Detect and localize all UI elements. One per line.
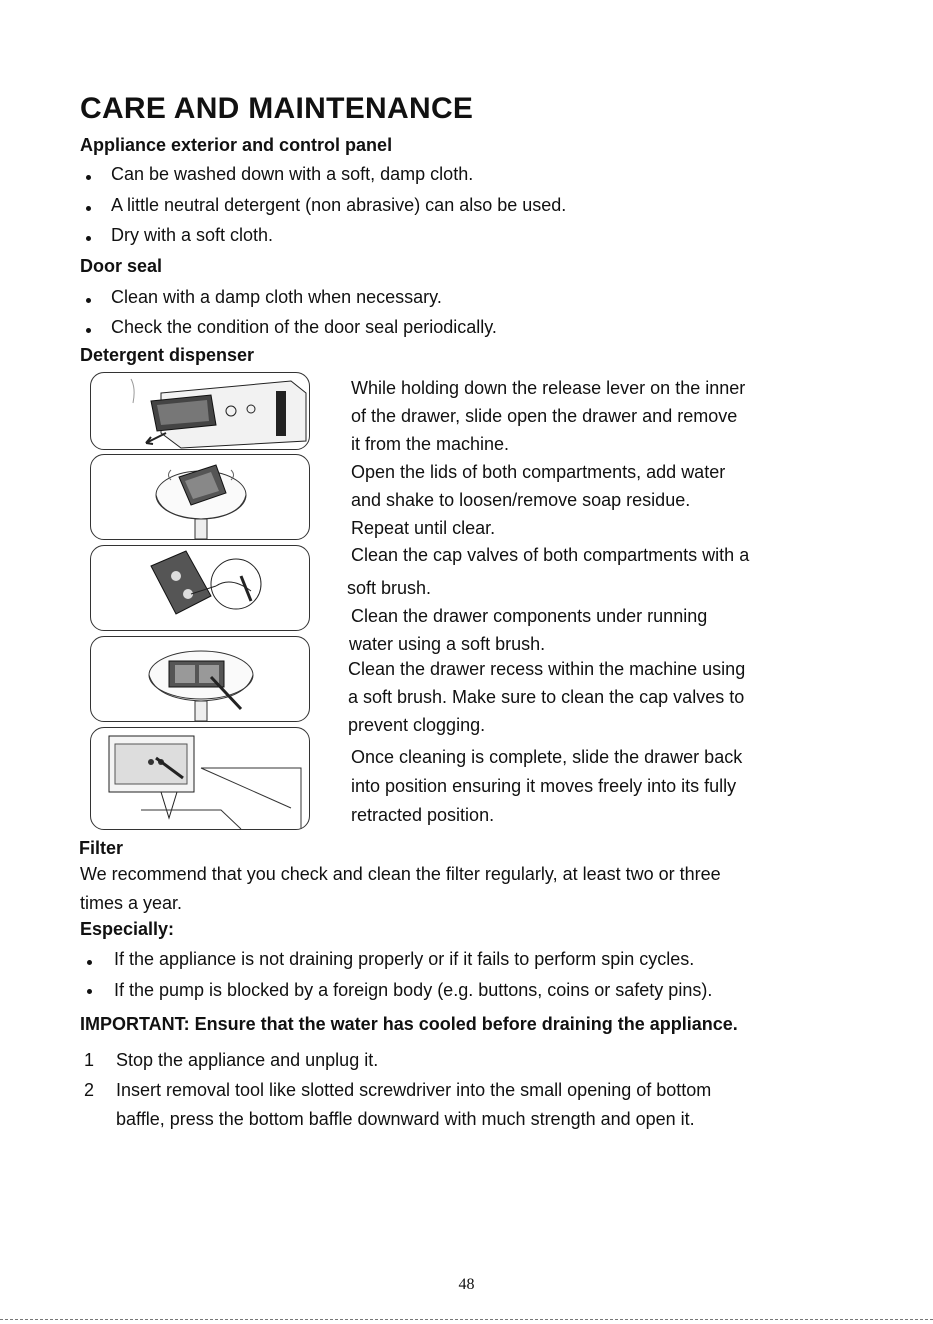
step-number: 2 — [84, 1080, 95, 1100]
bottom-divider — [0, 1319, 933, 1320]
bullet-icon — [87, 960, 92, 965]
dispenser-step-text: and shake to loosen/remove soap residue. — [351, 490, 691, 510]
dispenser-heading: Detergent dispenser — [80, 345, 255, 365]
exterior-item: Can be washed down with a soft, damp cloth. — [111, 164, 474, 184]
dispenser-step-text: Clean the cap valves of both compartments with a — [351, 545, 750, 565]
door-seal-item: Check the condition of the door seal periodically. — [111, 317, 497, 337]
exterior-item: Dry with a soft cloth. — [111, 225, 274, 245]
dispenser-step-text: retracted position. — [351, 805, 495, 825]
figure-clean-cap-valves — [90, 545, 310, 631]
dispenser-step-text: a soft brush. Make sure to clean the cap valves to — [348, 687, 745, 707]
filter-heading: Filter — [79, 838, 124, 858]
door-seal-item: Clean with a damp cloth when necessary. — [111, 287, 442, 307]
dispenser-step-text: Repeat until clear. — [351, 518, 496, 538]
especially-heading: Especially: — [80, 919, 175, 939]
bullet-icon — [86, 298, 91, 303]
dispenser-step-text: Clean the drawer components under running — [351, 606, 708, 626]
bullet-icon — [86, 236, 91, 241]
filter-item: If the appliance is not draining properly or if it fails to perform spin cycles. — [114, 949, 695, 969]
dispenser-step-text: Clean the drawer recess within the machine using — [348, 659, 746, 679]
filter-intro: We recommend that you check and clean the filter regularly, at least two or three — [80, 864, 721, 884]
dispenser-step-text: of the drawer, slide open the drawer and remove — [351, 406, 738, 426]
bullet-icon — [86, 175, 91, 180]
figure-shake-drawer — [90, 454, 310, 540]
step-text: Stop the appliance and unplug it. — [116, 1050, 379, 1070]
dispenser-step-text: soft brush. — [347, 578, 432, 598]
exterior-item: A little neutral detergent (non abrasive) can also be used. — [111, 195, 567, 215]
dispenser-step-text: water using a soft brush. — [349, 634, 546, 654]
dispenser-step-text: into position ensuring it moves freely into its fully — [351, 776, 737, 796]
dispenser-step-text: While holding down the release lever on the inner — [351, 378, 746, 398]
step-number: 1 — [84, 1050, 95, 1070]
step-text: Insert removal tool like slotted screwdriver into the small opening of bottom — [116, 1080, 712, 1100]
page-number: 48 — [458, 1276, 475, 1293]
filter-item: If the pump is blocked by a foreign body (e.g. buttons, coins or safety pins). — [114, 980, 713, 1000]
step-text: baffle, press the bottom baffle downward with much strength and open it. — [116, 1109, 695, 1129]
exterior-heading: Appliance exterior and control panel — [80, 135, 393, 155]
bullet-icon — [87, 989, 92, 994]
figure-remove-drawer — [90, 372, 310, 450]
bullet-icon — [86, 328, 91, 333]
door-seal-heading: Door seal — [80, 256, 163, 276]
filter-intro: times a year. — [80, 893, 183, 913]
figure-clean-drawer-recess — [90, 727, 310, 830]
dispenser-step-text: prevent clogging. — [348, 715, 486, 735]
page-title: CARE AND MAINTENANCE — [80, 92, 474, 125]
dispenser-step-text: Once cleaning is complete, slide the drawer back — [351, 747, 743, 767]
important-note: IMPORTANT: Ensure that the water has cooled before draining the appliance. — [80, 1014, 738, 1034]
figure-clean-drawer-components — [90, 636, 310, 722]
dispenser-step-text: it from the machine. — [351, 434, 510, 454]
bullet-icon — [86, 206, 91, 211]
dispenser-step-text: Open the lids of both compartments, add water — [351, 462, 726, 482]
